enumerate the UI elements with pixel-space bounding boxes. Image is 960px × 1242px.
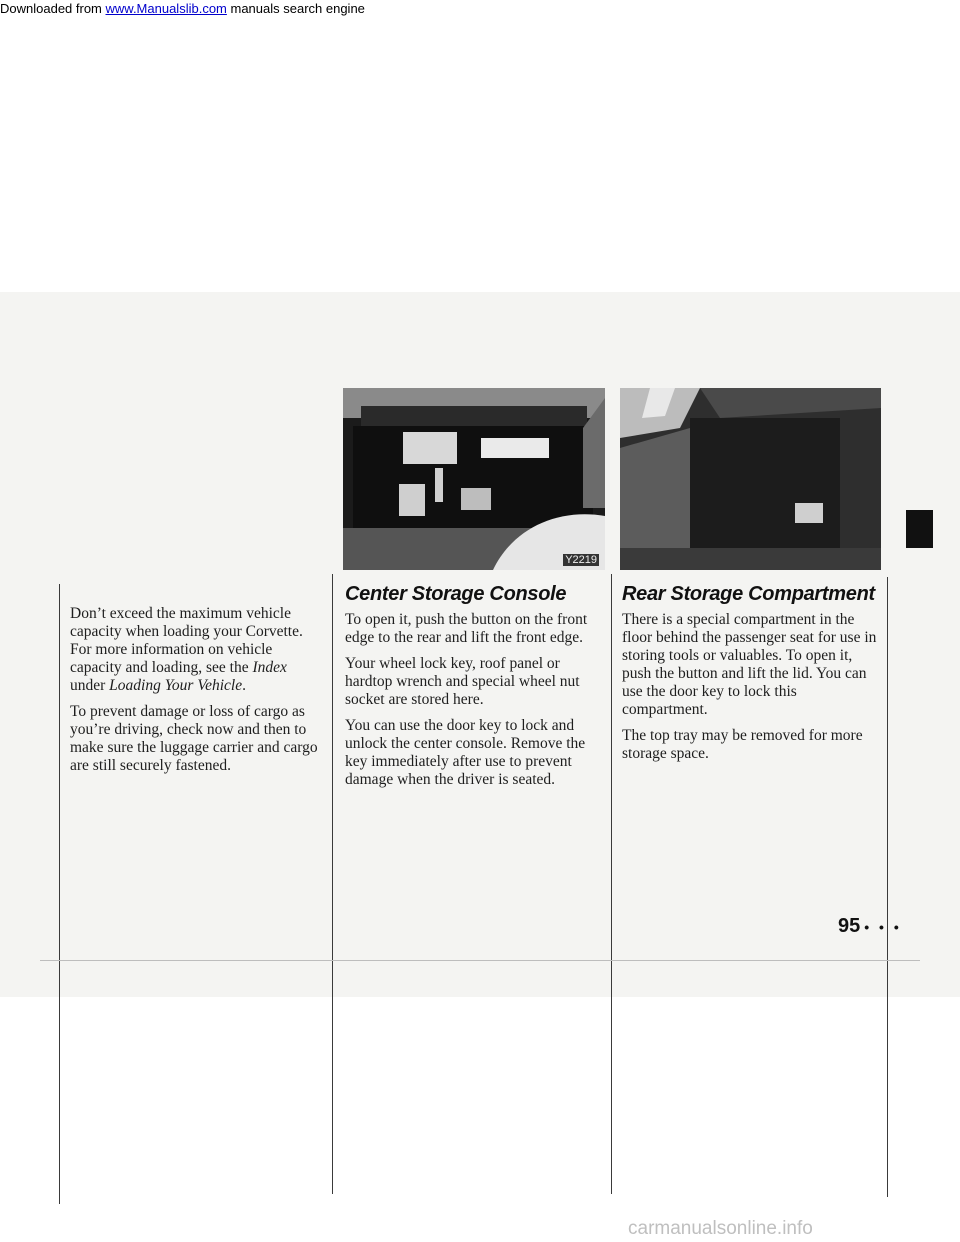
center-paragraph-2: Your wheel lock key, roof panel or hardtop wrench and special wheel nut socket are stored here. [345,655,580,708]
watermark: carmanualsonline.info [628,1218,813,1239]
banner-prefix: Downloaded from [0,1,106,16]
left-column [70,605,325,783]
page-number-dots: • • • [864,919,902,935]
rear-storage-heading: Rear Storage Compartment [622,583,875,605]
rear-compartment-illustration [620,388,881,570]
index-ref: Index [252,659,287,676]
loading-ref: Loading Your Vehicle [109,677,243,694]
banner-suffix: manuals search engine [226,1,365,16]
left-column-rule [59,584,60,1204]
center-console-illustration [343,388,605,570]
rear-paragraph-1: There is a special compartment in the floor behind the passenger seat for use in storing tools or valuables. To open it, push the button and lift the lid. You can use the door key to lock this compartment. [622,611,877,718]
center-column [345,582,607,797]
center-console-photo [343,388,605,570]
right-column-rule [887,577,888,1197]
center-paragraph-3: You can use the door key to lock and unlock the center console. Remove the key immediately after use to prevent damage when the driver is seated. [345,717,586,788]
capacity-text-middle: under [70,677,110,694]
center-paragraph-1: To open it, push the button on the front edge to the rear and lift the front edge. [345,611,588,646]
manual-page [0,292,960,997]
right-column [622,582,878,771]
center-right-rule [611,574,612,1194]
bottom-rule [40,960,920,961]
manualslib-link[interactable]: www.Manualslib.com [105,1,227,16]
download-banner [0,0,960,20]
page-number-value: 95 [838,915,861,937]
rear-compartment-photo [620,388,881,570]
capacity-text: Don’t exceed the maximum vehicle capacity when loading your Corvette. For more information on vehicle capacity and loading, see the [70,605,303,676]
capacity-text-end: . [242,677,246,694]
capacity-paragraph [70,605,325,695]
photo-label: Y2219 [565,554,597,566]
section-tab-marker [906,510,933,548]
cargo-paragraph: To prevent damage or loss of cargo as you’re driving, check now and then to make sure the luggage carrier and cargo are still securely fastened. [70,703,318,774]
rear-paragraph-2: The top tray may be removed for more storage space. [622,727,863,762]
center-storage-heading: Center Storage Console [345,583,567,605]
page-number [838,915,902,938]
center-left-rule [332,574,333,1194]
